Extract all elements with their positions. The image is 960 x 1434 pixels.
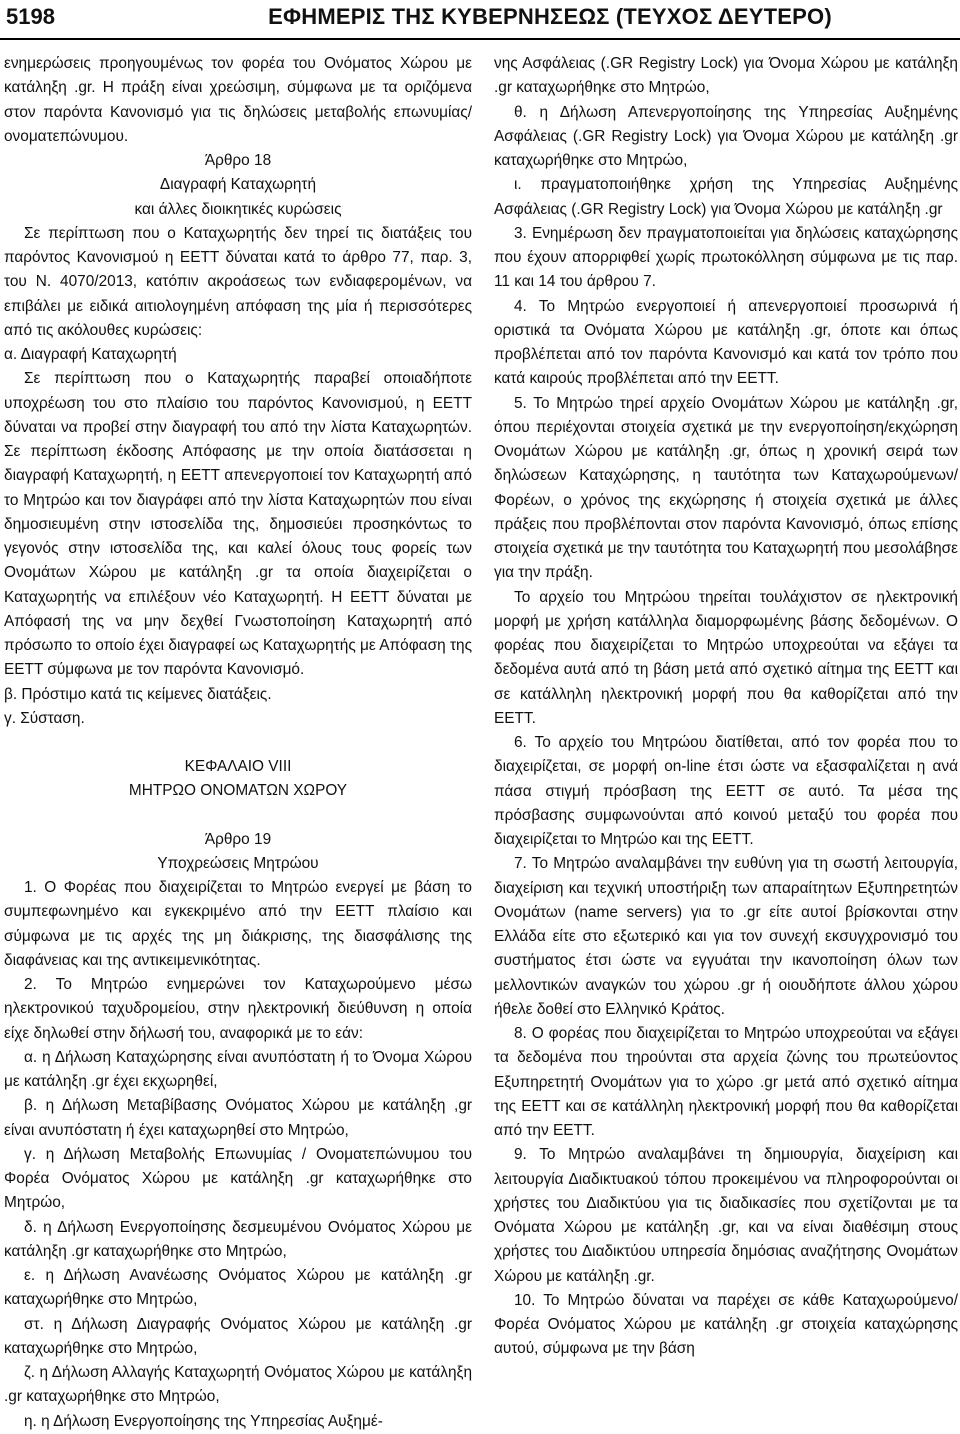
right-column <box>494 52 958 1362</box>
list-item: β. Πρόστιμο κατά τις κείμενες διατάξεις. <box>4 685 272 703</box>
paragraph: ενημερώσεις προηγουμένως τον φορέα του Ονόματος Χώρου με κατάληξη .gr. Η πράξη είναι χρεώσιμη, σύμφωνα με τα οριζόμενα στον παρόντα Κανονισμό για τις δηλώσεις μεταβολής επωνυμίας/ονοματεπώνυμου. <box>4 55 472 145</box>
paragraph: 8. Ο φορέας που διαχειρίζεται το Μητρώο υποχρεούται να εξάγει τα δεδομένα που τηρούνται στα αρχεία ζώνης του πρωτεύοντος Εξυπηρετητή Ονομάτων για το χώρο .gr μετά από σχετικό αίτημα της ΕΕΤΤ και σε κατάλληλη ηλεκτρονική μορφή που θα καθορίζεται από την ΕΕΤΤ. <box>494 1025 958 1139</box>
list-item: γ. Σύσταση. <box>4 709 85 727</box>
list-item: β. η Δήλωση Μεταβίβασης Ονόματος Χώρου με κατάληξη ,gr είναι ανυπόστατη ή έχει καταχωρηθεί στο Μητρώο, <box>4 1097 472 1139</box>
list-item: α. η Δήλωση Καταχώρησης είναι ανυπόστατη ή το Όνομα Χώρου με κατάληξη .gr έχει εκχωρηθεί, <box>4 1048 472 1090</box>
article-number: Άρθρο 18 <box>204 152 272 169</box>
paragraph: 1. Ο Φορέας που διαχειρίζεται το Μητρώο ενεργεί με βάση το συμπεφωνημένο και εγκεκριμένο από την ΕΕΤΤ πλαίσιο και σύμφωνα με τις αρχές της μη διάκρισης, της διασφάλισης της διαφάνειας και της αντικειμενικότητας. <box>4 879 472 969</box>
paragraph: 9. Το Μητρώο αναλαμβάνει τη δημιουργία, διαχείριση και λειτουργία Διαδικτυακού τόπου προκειμένου να πληροφορούνται οι χρήστες του Διαδικτύου για τις διαδικασίες που σχετίζονται με τα Ονόματα Χώρου με κατάληξη .gr, και να είναι διαθέσιμη στους χρήστες του Διαδικτύου υπηρεσία δημόσιας αναζήτησης Ονομάτων Χώρου με κατάληξη .gr. <box>494 1146 958 1285</box>
paragraph: 5. Το Μητρώο τηρεί αρχείο Ονομάτων Χώρου με κατάληξη .gr, όπου περιέχονται στοιχεία σχετικά με την ενεργοποίηση/εκχώρηση Ονομάτων Χώρου με κατάληξη .gr, όπως η χρονική σειρά των δηλώσεων Καταχώρησης, η ταυτότητα των Καταχωρούμενων/Φορέων, ο χρόνος της εκχώρησης ή στοιχεία σχετικά με άλλες πράξεις που προβλέπονται στον παρόντα Κανονισμό, όπως επίσης στοιχεία σχετικά με την ταυτότητα του Καταχωρητή που μεσολάβησε για την πράξη. <box>494 394 958 582</box>
list-item: ι. πραγματοποιήθηκε χρήση της Υπηρεσίας Αυξημένης Ασφάλειας (.GR Registry Lock) για Όνομα Χώρου με κατάληξη .gr <box>494 176 958 218</box>
paragraph: 4. Το Μητρώο ενεργοποιεί ή απενεργοποιεί προσωρινά ή οριστικά τα Ονόματα Χώρου με κατάληξη .gr, όποτε και όπως προβλέπεται από τον παρόντα Κανονισμό και κατά τον τρόπο που κατά καιρούς προβλέπεται από την ΕΕΤΤ. <box>494 297 958 388</box>
page-header <box>0 0 960 40</box>
list-item: ε. η Δήλωση Ανανέωσης Ονόματος Χώρου με κατάληξη .gr καταχωρήθηκε στο Μητρώο, <box>4 1267 472 1309</box>
paragraph: 10. Το Μητρώο δύναται να παρέχει σε κάθε Καταχωρούμενο/Φορέα Ονόματος Χώρου με κατάληξη .gr στοιχεία καταχώρησης αυτού, σύμφωνα με την βάση <box>494 1291 958 1358</box>
list-item: η. η Δήλωση Ενεργοποίησης της Υπηρεσίας Αυξημέ- <box>24 1412 383 1430</box>
paragraph: 3. Ενημέρωση δεν πραγματοποιείται για δηλώσεις καταχώρησης που έχουν απορριφθεί χωρίς πρωτοκόλληση σύμφωνα με τις παρ. 11 και 14 του άρθρου 7. <box>494 224 958 291</box>
list-item: στ. η Δήλωση Διαγραφής Ονόματος Χώρου με κατάληξη .gr καταχωρήθηκε στο Μητρώο, <box>4 1315 472 1357</box>
subheading: α. Διαγραφή Καταχωρητή <box>4 346 177 363</box>
journal-title: ΕΦΗΜΕΡΙΣ ΤΗΣ ΚΥΒΕΡΝΗΣΕΩΣ (ΤΕΥΧΟΣ ΔΕΥΤΕΡΟ) <box>268 4 832 29</box>
chapter-title: ΜΗΤΡΩΟ ΟΝΟΜΑΤΩΝ ΧΩΡΟΥ <box>128 782 348 800</box>
left-column <box>4 52 472 1434</box>
paragraph: Σε περίπτωση που ο Καταχωρητής παραβεί οποιαδήποτε υποχρέωση του στο πλαίσιο του παρόντος Κανονισμού, η ΕΕΤΤ δύναται να προβεί στην διαγραφή του από την λίστα Καταχωρητών. Σε περίπτωση έκδοσης Απόφασης με την οποία διατάσσεται η διαγραφή Καταχωρητή, η ΕΕΤΤ απενεργοποιεί τον Καταχωρητή από το Μητρώο και τον διαγράφει από την λίστα Καταχωρητών που είναι δημοσιευμένη στην ιστοσελίδα της, δημοσιεύει προσηκόντως το γεγονός στην ιστοσελίδα της, και καλεί όλους τους φορείς των Ονομάτων Χώρου με κατάληξη .gr τα οποία διαχειρίζεται ο Καταχωρητής να επιλέξουν νέο Καταχωρητή. Η ΕΕΤΤ δύναται με Απόφασή της να μην δεχθεί Γνωστοποίηση Καταχωρητή από πρόσωπο το οποίο έχει διαγραφεί ως Καταχωρητής με Απόφαση της ΕΕΤΤ σύμφωνα με τον παρόντα Κανονισμό. <box>4 370 472 679</box>
article-title: και άλλες διοικητικές κυρώσεις <box>134 200 342 218</box>
paragraph: 6. Το αρχείο του Μητρώου διατίθεται, από τον φορέα που το διαχειρίζεται, σε μορφή on-line έτσι ώστε να εξασφαλίζεται η ανά πάσα στιγμή πρόσβαση της ΕΕΤΤ σε αυτό. Τα μέσα της πρόσβασης συμφωνούνται από κοινού μεταξύ του φορέα που διαχειρίζεται το Μητρώο και της ΕΕΤΤ. <box>494 734 958 848</box>
paragraph: Σε περίπτωση που ο Καταχωρητής δεν τηρεί τις διατάξεις του παρόντος Κανονισμού η ΕΕΤΤ δύναται κατά το άρθρο 77, παρ. 3, του Ν. 4070/2013, κατόπιν ακροάσεως των ενδιαφερομένων, να επιβάλει με ειδικά αιτιολογημένη απόφαση της μία ή περισσότερες από τις ακόλουθες κυρώσεις: <box>4 224 472 339</box>
list-item: ζ. η Δήλωση Αλλαγής Καταχωρητή Ονόματος Χώρου με κατάληξη .gr καταχωρήθηκε στο Μητρώο, <box>4 1364 472 1406</box>
article-title: Υποχρεώσεις Μητρώου <box>157 854 319 872</box>
list-item: δ. η Δήλωση Ενεργοποίησης δεσμευμένου Ονόματος Χώρου με κατάληξη .gr καταχωρήθηκε στο Μητρώο, <box>4 1218 472 1260</box>
article-number: Άρθρο 19 <box>204 830 272 848</box>
paragraph: 2. Το Μητρώο ενημερώνει τον Καταχωρούμενο μέσω ηλεκτρονικού ταχυδρομείου, στην ηλεκτρονική διεύθυνση η οποία είχε δηλωθεί στην δήλωσή του, αναφορικά με το εάν: <box>4 976 472 1042</box>
list-item: γ. η Δήλωση Μεταβολής Επωνυμίας / Ονοματεπώνυμου του Φορέα Ονόματος Χώρου με κατάληξη .gr καταχωρήθηκε στο Μητρώο, <box>4 1145 472 1212</box>
page-number: 5198 <box>6 4 55 29</box>
chapter-number: ΚΕΦΑΛΑΙΟ VIII <box>184 758 292 775</box>
paragraph: Το αρχείο του Μητρώου τηρείται τουλάχιστον σε ηλεκτρονική μορφή με χρήση κατάλληλα διαμορφωμένης βάσης δεδομένων. Ο φορέας που διαχειρίζεται το Μητρώο υποχρεούται να εξάγει τα δεδομένα αυτά από τη βάση μετά από σχετικό αίτημα της ΕΕΤΤ και σε κατάλληλη ηλεκτρονική μορφή που θα καθορίζεται από την ΕΕΤΤ. <box>494 588 958 727</box>
paragraph: 7. Το Μητρώο αναλαμβάνει την ευθύνη για τη σωστή λειτουργία, διαχείριση και τεχνική υποστήριξη των απαραίτητων Εξυπηρετητών Ονομάτων (name servers) για το .gr είτε αυτοί βρίσκονται στην Ελλάδα είτε στο εξωτερικό και για τον συνεχή εκσυγχρονισμό του συστήματος έτσι ώστε να εγγυάται την ικανοποίηση όλων των μελλοντικών αναγκών του χώρου .gr ή οιουδήποτε άλλου χώρου ήθελε δοθεί στο Ελληνικό Κράτος. <box>494 855 958 1018</box>
paragraph: νης Ασφάλειας (.GR Registry Lock) για Όνομα Χώρου με κατάληξη .gr καταχωρήθηκε στο Μητρώο, <box>494 55 958 97</box>
article-title: Διαγραφή Καταχωρητή <box>159 176 317 194</box>
list-item: θ. η Δήλωση Απενεργοποίησης της Υπηρεσίας Αυξημένης Ασφάλειας (.GR Registry Lock) για Όνομα Χώρου με κατάληξη .gr καταχωρήθηκε στο Μητρώο, <box>494 103 958 169</box>
